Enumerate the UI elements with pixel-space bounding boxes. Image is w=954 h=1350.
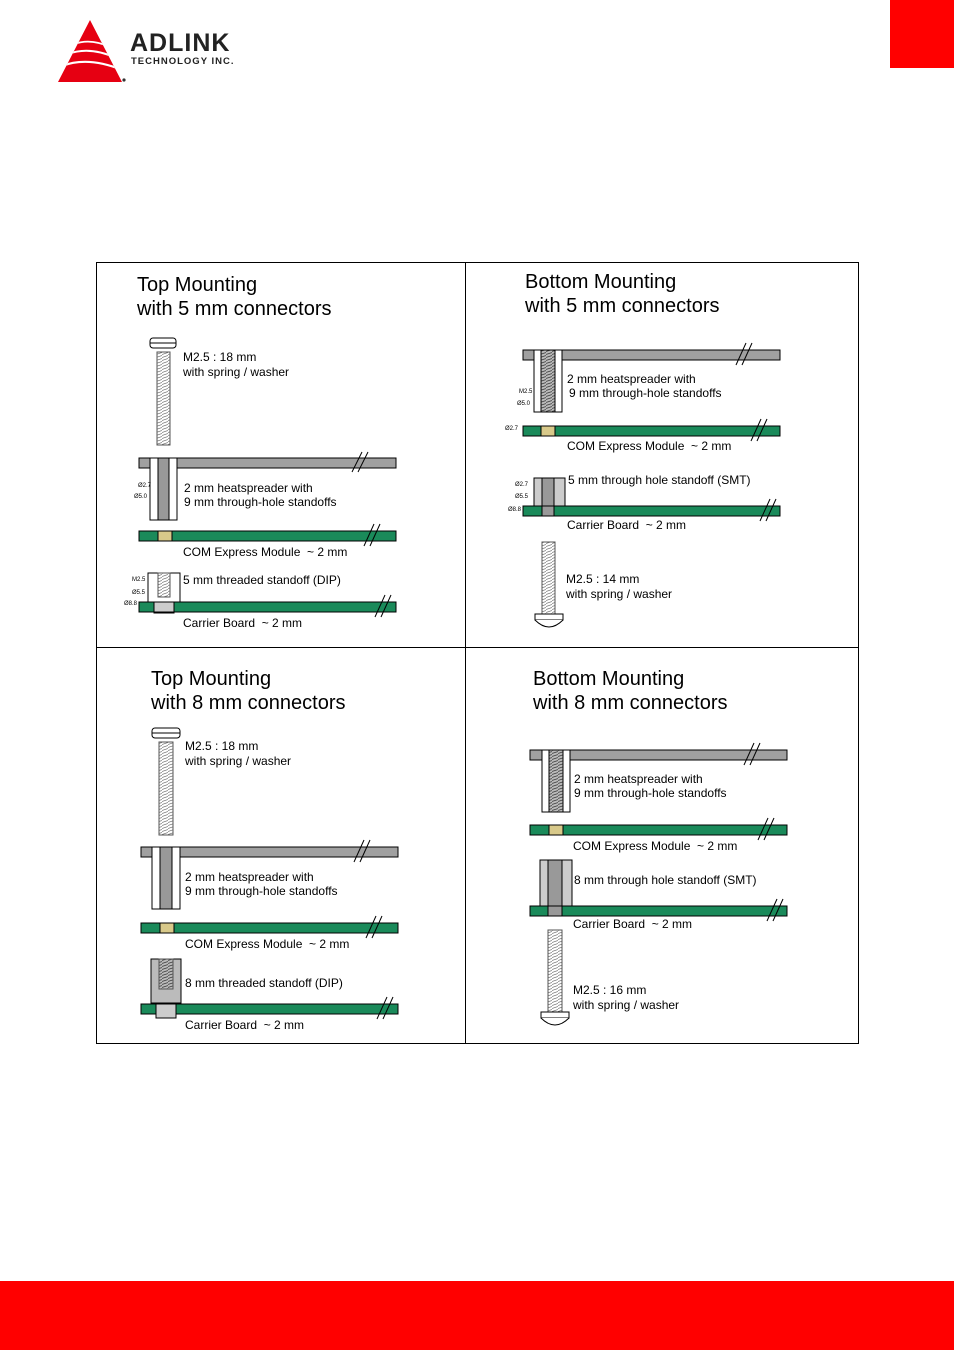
panel-top-8mm xyxy=(141,668,398,1032)
carrier-board xyxy=(530,906,787,916)
diagram-label: 9 mm through-hole standoffs xyxy=(184,495,337,509)
brand-tagline: TECHNOLOGY INC. xyxy=(131,56,235,67)
diagram-label: 9 mm through-hole standoffs xyxy=(185,884,338,898)
diagram-label: Carrier Board ~ 2 mm xyxy=(567,518,687,532)
diagram-label: Carrier Board ~ 2 mm xyxy=(185,1018,305,1032)
diagram-label: with spring / washer xyxy=(183,365,290,379)
screw-icon xyxy=(152,728,180,835)
diagram-label: 5 mm threaded standoff (DIP) xyxy=(183,573,341,587)
corner-tab xyxy=(890,0,954,68)
com-express-module xyxy=(530,825,787,835)
mounting-figure xyxy=(96,262,859,1044)
carrier-board xyxy=(139,602,396,612)
diagram-label: Ø5.5 xyxy=(132,590,146,596)
com-express-module xyxy=(523,426,780,436)
diagram-label: Ø2.7 xyxy=(505,426,519,432)
registered-mark xyxy=(122,78,125,81)
diagram-label: Ø8.8 xyxy=(508,507,522,513)
diagram-label: M2.5 : 18 mm xyxy=(183,350,257,364)
diagram-label: Ø5.5 xyxy=(515,494,529,500)
diagram-label: COM Express Module ~ 2 mm xyxy=(573,839,738,853)
screw-icon xyxy=(150,338,176,445)
diagram-label: 9 mm through-hole standoffs xyxy=(574,786,727,800)
diagram-label: COM Express Module ~ 2 mm xyxy=(183,545,348,559)
diagram-label: 8 mm through hole standoff (SMT) xyxy=(574,873,757,887)
panel-subtitle: with 5 mm connectors xyxy=(525,295,720,317)
heatspreader-plate xyxy=(139,458,396,468)
com-express-module xyxy=(139,531,396,541)
brand-name: ADLINK xyxy=(130,29,231,57)
diagram-label: Ø2.7 xyxy=(138,483,152,489)
panel-title: Bottom Mounting xyxy=(533,668,685,690)
screw-icon xyxy=(535,542,563,627)
panel-title: Bottom Mounting xyxy=(525,271,677,293)
carrier-board xyxy=(141,1004,398,1014)
diagram-label: Ø5.0 xyxy=(517,401,531,407)
panel-bottom-5mm xyxy=(505,271,780,627)
diagram-label: 2 mm heatspreader with xyxy=(184,481,313,495)
diagram-label: 8 mm threaded standoff (DIP) xyxy=(185,976,343,990)
diagram-label: 5 mm through hole standoff (SMT) xyxy=(568,473,751,487)
diagram-label: COM Express Module ~ 2 mm xyxy=(567,439,732,453)
panel-subtitle: with 8 mm connectors xyxy=(533,692,728,714)
diagram-label: COM Express Module ~ 2 mm xyxy=(185,937,350,951)
panel-title: Top Mounting xyxy=(151,668,272,690)
panel-bottom-8mm xyxy=(530,668,787,1025)
diagram-label: Carrier Board ~ 2 mm xyxy=(183,616,303,630)
diagram-label: M2.5 xyxy=(132,577,146,583)
diagram-label: Ø2.7 xyxy=(515,482,529,488)
diagram-label: with spring / washer xyxy=(185,754,292,768)
footer-bar xyxy=(0,1281,954,1350)
diagram-label: with spring / washer xyxy=(566,587,673,601)
panel-title: Top Mounting xyxy=(137,274,258,296)
panel-subtitle: with 8 mm connectors xyxy=(151,692,346,714)
panel-top-5mm xyxy=(124,274,396,630)
diagram-label: M2.5 : 18 mm xyxy=(185,739,259,753)
diagram-label: with spring / washer xyxy=(573,998,680,1012)
com-express-module xyxy=(141,923,398,933)
diagram-label: Ø5.0 xyxy=(134,494,148,500)
diagram-label: M2.5 : 14 mm xyxy=(566,572,640,586)
diagram-label: 2 mm heatspreader with xyxy=(574,772,703,786)
panel-subtitle: with 5 mm connectors xyxy=(137,298,332,320)
carrier-board xyxy=(523,506,780,516)
diagram-label: 2 mm heatspreader with xyxy=(185,870,314,884)
screw-icon xyxy=(541,930,569,1025)
diagram-label: M2.5 : 16 mm xyxy=(573,983,647,997)
diagram-label: Ø8.8 xyxy=(124,601,138,607)
diagram-label: Carrier Board ~ 2 mm xyxy=(573,917,693,931)
diagram-label: 9 mm through-hole standoffs xyxy=(569,386,722,400)
diagram-label: 2 mm heatspreader with xyxy=(567,372,696,386)
diagram-label: M2.5 xyxy=(519,389,533,395)
